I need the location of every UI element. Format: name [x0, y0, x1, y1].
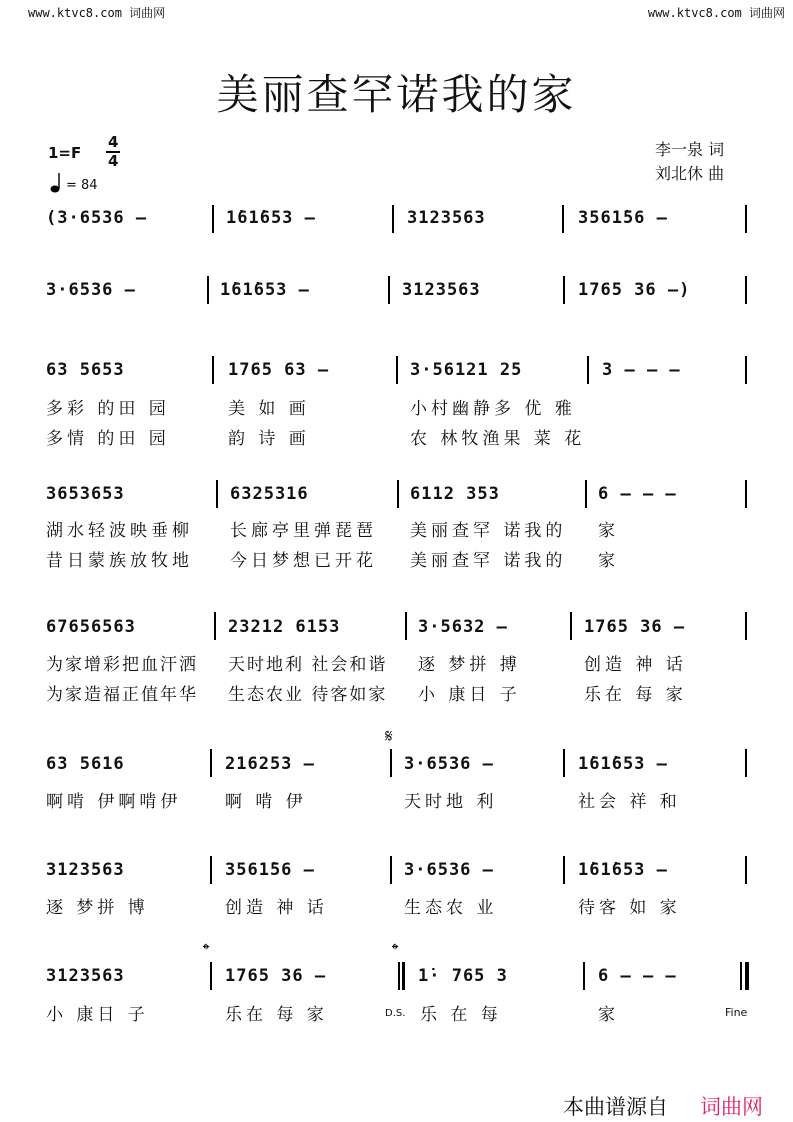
- lyric-line: 小村幽静多 优 雅: [410, 399, 576, 419]
- barline: [212, 356, 214, 384]
- measure: 3·56121 25: [410, 360, 523, 380]
- ds-marking: D.S.: [385, 1008, 406, 1019]
- measure: 1̇61̇653 –: [578, 754, 668, 774]
- lyric-line: 创造 神 话: [584, 655, 687, 675]
- lyric-line: 啊 啃 伊: [225, 792, 307, 812]
- lyric-line: 天时地利 社会和谐: [228, 655, 388, 675]
- measure: 67656563: [46, 617, 136, 637]
- measure: 6325316: [230, 484, 309, 504]
- measure: 3123563: [402, 280, 481, 300]
- lyric-line: 家: [598, 521, 619, 541]
- barline: [210, 962, 212, 990]
- measure: 6 – – –: [598, 484, 677, 504]
- measure: 3653653: [46, 484, 125, 504]
- lyric-line: 多彩 的田 园: [46, 399, 170, 419]
- lyric-line: 逐 梦拼 搏: [418, 655, 521, 675]
- barline: [583, 962, 585, 990]
- lyric-line: 多情 的田 园: [46, 429, 170, 449]
- barline: [405, 612, 407, 640]
- source-brand[interactable]: 词曲网: [700, 1095, 763, 1119]
- watermark-right: www.ktvc8.com 词曲网: [647, 6, 785, 20]
- lyric-line: 逐 梦拼 博: [46, 898, 149, 918]
- barline: [745, 205, 747, 233]
- barline: [585, 480, 587, 508]
- measure: 6112 353: [410, 484, 500, 504]
- barline: [392, 205, 394, 233]
- lyric-line: 长廊亭里弹琵琶: [230, 521, 377, 541]
- lyric-line: 美丽查罕 诺我的: [410, 521, 567, 541]
- measure: 6 – – –: [598, 966, 677, 986]
- barline: [740, 962, 742, 990]
- measure: 3561̇56 –: [225, 860, 315, 880]
- coda-icon: 𝄌: [392, 940, 399, 961]
- barline: [397, 480, 399, 508]
- barline: [212, 205, 214, 233]
- barline: [210, 856, 212, 884]
- lyric-line: 家: [598, 551, 619, 571]
- barline: [563, 856, 565, 884]
- lyric-line: 昔日蒙族放牧地: [46, 551, 193, 571]
- measure: 23212 6153: [228, 617, 341, 637]
- segno-icon: 𝄋: [385, 726, 393, 747]
- song-title: 美丽查罕诺我的家: [216, 70, 577, 119]
- barline: [745, 749, 747, 777]
- barline: [745, 962, 749, 990]
- lyric-line: 湖水轻波映垂柳: [46, 521, 193, 541]
- barline: [562, 205, 564, 233]
- lyric-line: 啊啃 伊啊啃伊: [46, 792, 182, 812]
- barline: [390, 749, 392, 777]
- lyric-line: 乐在 每 家: [584, 685, 687, 705]
- barline: [396, 356, 398, 384]
- lyric-line: 为家造福正值年华: [46, 685, 198, 705]
- measure: 1̇· 765 3: [418, 966, 508, 986]
- lyricist: 李一泉 词: [655, 140, 725, 159]
- lyric-line: 美 如 画: [228, 399, 310, 419]
- barline: [563, 276, 565, 304]
- lyric-line: 乐 在 每: [420, 1005, 502, 1025]
- lyric-line: 创造 神 话: [225, 898, 328, 918]
- measure: 63 5653: [46, 360, 125, 380]
- barline: [402, 962, 405, 990]
- barline: [745, 356, 747, 384]
- lyric-line: 美丽查罕 诺我的: [410, 551, 567, 571]
- composer: 刘北休 曲: [655, 164, 725, 183]
- measure: 1765 36 –: [225, 966, 327, 986]
- lyric-line: 家: [598, 1005, 619, 1025]
- barline: [745, 856, 747, 884]
- barline: [570, 612, 572, 640]
- barline: [745, 276, 747, 304]
- source-label: 本曲谱源自: [563, 1095, 668, 1119]
- lyric-line: 社会 祥 和: [578, 792, 681, 812]
- time-signature-top: 4: [108, 133, 119, 151]
- lyric-line: 韵 诗 画: [228, 429, 310, 449]
- lyric-line: 为家增彩把血汗洒: [46, 655, 198, 675]
- coda-icon: 𝄌: [203, 940, 210, 961]
- lyric-line: 生态农业 待客如家: [228, 685, 388, 705]
- measure: 3·6536 –: [404, 754, 494, 774]
- lyric-line: 农 林牧渔果 菜 花: [410, 429, 586, 449]
- measure: 3123563: [407, 208, 486, 228]
- barline: [214, 612, 216, 640]
- barline: [587, 356, 589, 384]
- lyric-line: 乐在 每 家: [225, 1005, 328, 1025]
- lyric-line: 待客 如 家: [578, 898, 681, 918]
- barline: [388, 276, 390, 304]
- lyric-line: 生态农 业: [404, 898, 498, 918]
- measure: 216253 –: [225, 754, 315, 774]
- measure: 3123563: [46, 860, 125, 880]
- measure: 1̇61̇653 –: [220, 280, 310, 300]
- barline: [563, 749, 565, 777]
- measure: 3·6536 –: [404, 860, 494, 880]
- barline: [745, 480, 747, 508]
- lyric-line: 小 康日 子: [418, 685, 521, 705]
- barline: [216, 480, 218, 508]
- tempo-marking: = 84: [66, 178, 98, 193]
- measure: 3 – – –: [602, 360, 681, 380]
- measure: 3123563: [46, 966, 125, 986]
- measure: 1765 63 –: [228, 360, 330, 380]
- measure: 1̇61̇653 –: [578, 860, 668, 880]
- measure: 1765 36 –): [578, 280, 691, 300]
- measure: 63 5616: [46, 754, 125, 774]
- barline: [745, 612, 747, 640]
- lyric-line: 小 康日 子: [46, 1005, 149, 1025]
- measure: 3·6536 –: [46, 280, 136, 300]
- measure: 1̇61̇653 –: [226, 208, 316, 228]
- barline: [390, 856, 392, 884]
- watermark-left: www.ktvc8.com 词曲网: [28, 6, 166, 20]
- measure: 3·5632 –: [418, 617, 508, 637]
- time-signature-bottom: 4: [108, 152, 119, 170]
- lyric-line: 天时地 利: [404, 792, 498, 812]
- barline: [207, 276, 209, 304]
- measure: 3561̇56 –: [578, 208, 668, 228]
- measure: (3·6536 –: [46, 208, 148, 228]
- barline: [398, 962, 400, 990]
- measure: 1765 36 –: [584, 617, 686, 637]
- quarter-note-icon: [50, 172, 64, 198]
- lyric-line: 今日梦想已开花: [230, 551, 377, 571]
- fine-marking: Fine: [725, 1006, 748, 1019]
- barline: [210, 749, 212, 777]
- key-signature: 1=F: [48, 144, 82, 162]
